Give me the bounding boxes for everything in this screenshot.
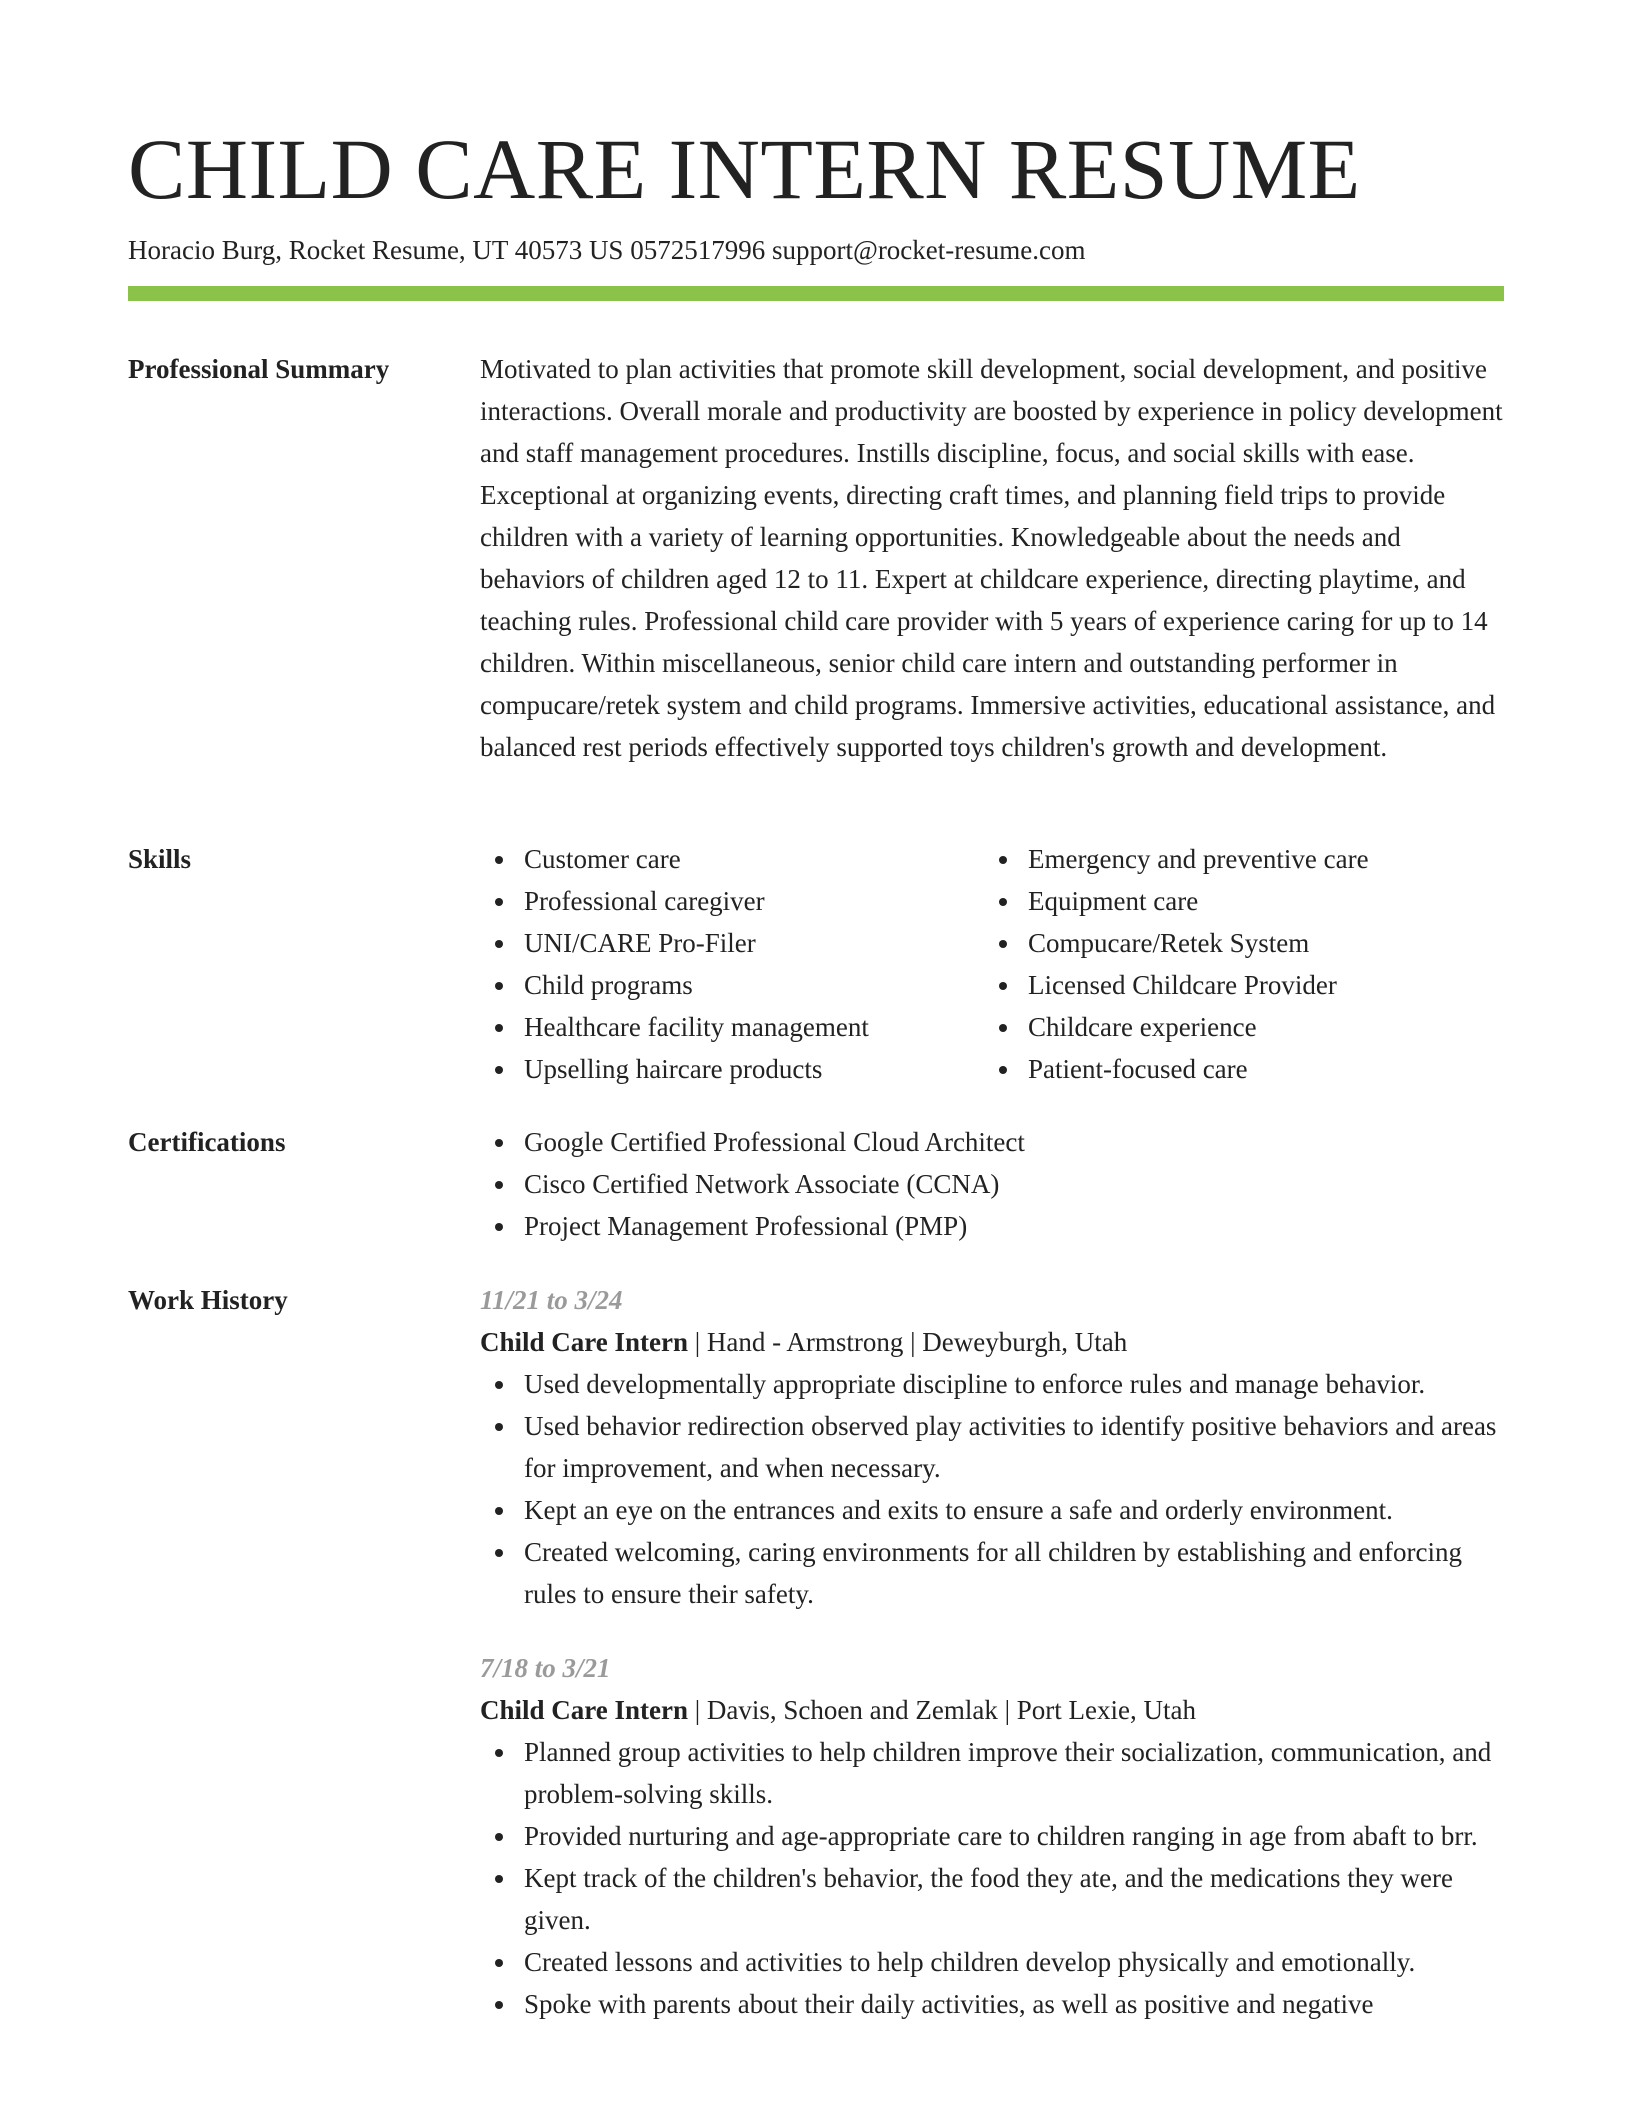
job-duty: Used behavior redirection observed play activities to identify positive behaviors and areas for improvement, and when necessary. (480, 1405, 1504, 1489)
summary-heading: Professional Summary (128, 354, 390, 384)
job-duty: Used developmentally appropriate discipline to enforce rules and manage behavior. (480, 1363, 1504, 1405)
skill-item: UNI/CARE Pro-Filer (480, 922, 984, 964)
skills-heading: Skills (128, 844, 192, 874)
job-headline (480, 1321, 1504, 1363)
skill-item: Licensed Childcare Provider (984, 964, 1488, 1006)
job-employer-location: | Hand - Armstrong | Deweyburgh, Utah (688, 1327, 1128, 1357)
skill-item: Equipment care (984, 880, 1488, 922)
job-title: Child Care Intern (480, 1695, 689, 1725)
work-history-heading: Work History (128, 1285, 288, 1315)
skill-item: Childcare experience (984, 1006, 1488, 1048)
certification-item: Cisco Certified Network Associate (CCNA) (480, 1163, 1504, 1205)
job-duty: Created lessons and activities to help children develop physically and emotionally. (480, 1941, 1504, 1983)
job-duty: Planned group activities to help children improve their socialization, communication, and problem-solving skills. (480, 1731, 1504, 1815)
skills-section (480, 838, 1504, 1090)
resume-title: CHILD CARE INTERN RESUME (128, 121, 1361, 217)
job-duties-list (480, 1363, 1504, 1615)
summary-section (480, 348, 1504, 768)
job-duty: Kept an eye on the entrances and exits to ensure a safe and orderly environment. (480, 1489, 1504, 1531)
skills-list-right (984, 838, 1488, 1090)
job-duties-list (480, 1731, 1504, 2025)
skill-item: Healthcare facility management (480, 1006, 984, 1048)
job-duty: Spoke with parents about their daily activities, as well as positive and negative (480, 1983, 1504, 2025)
certifications-list (480, 1121, 1504, 1247)
skills-list-left (480, 838, 984, 1090)
skill-item: Compucare/Retek System (984, 922, 1488, 964)
job-duty: Kept track of the children's behavior, the food they ate, and the medications they were given. (480, 1857, 1504, 1941)
job-dates: 11/21 to 3/24 (480, 1285, 623, 1315)
job-dates: 7/18 to 3/21 (480, 1653, 611, 1683)
skill-item: Professional caregiver (480, 880, 984, 922)
certifications-section (480, 1121, 1504, 1247)
job-title: Child Care Intern (480, 1327, 689, 1357)
summary-text: Motivated to plan activities that promote skill development, social development, and positive interactions. Overall morale and productivity are boosted by experience in policy development and staff management procedures. Instills discipline, focus, and social skills with ease. Exceptional at organizing events, directing craft times, and planning field trips to provide children with a variety of learning opportunities. Knowledgeable about the needs and behaviors of children aged 12 to 11. Expert at childcare experience, directing playtime, and teaching rules. Professional child care provider with 5 years of experience caring for up to 14 children. Within miscellaneous, senior child care intern and outstanding performer in compucare/retek system and child programs. Immersive activities, educational assistance, and balanced rest periods effectively supported toys children's growth and development. (480, 354, 1503, 762)
certification-item: Google Certified Professional Cloud Architect (480, 1121, 1504, 1163)
skill-item: Emergency and preventive care (984, 838, 1488, 880)
accent-divider (128, 286, 1504, 301)
certification-item: Project Management Professional (PMP) (480, 1205, 1504, 1247)
skill-item: Customer care (480, 838, 984, 880)
job-duty: Created welcoming, caring environments for all children by establishing and enforcing rules to ensure their safety. (480, 1531, 1504, 1615)
contact-line: Horacio Burg, Rocket Resume, UT 40573 US 0572517996 support@rocket-resume.com (128, 235, 1086, 265)
certifications-heading: Certifications (128, 1127, 286, 1157)
job-entry (480, 1279, 1504, 1615)
work-history-section (480, 1279, 1504, 2057)
skill-item: Upselling haircare products (480, 1048, 984, 1090)
skill-item: Patient-focused care (984, 1048, 1488, 1090)
job-entry (480, 1647, 1504, 2025)
skill-item: Child programs (480, 964, 984, 1006)
job-employer-location: | Davis, Schoen and Zemlak | Port Lexie, Utah (688, 1695, 1196, 1725)
job-duty: Provided nurturing and age-appropriate care to children ranging in age from abaft to brr. (480, 1815, 1504, 1857)
job-headline (480, 1689, 1504, 1731)
